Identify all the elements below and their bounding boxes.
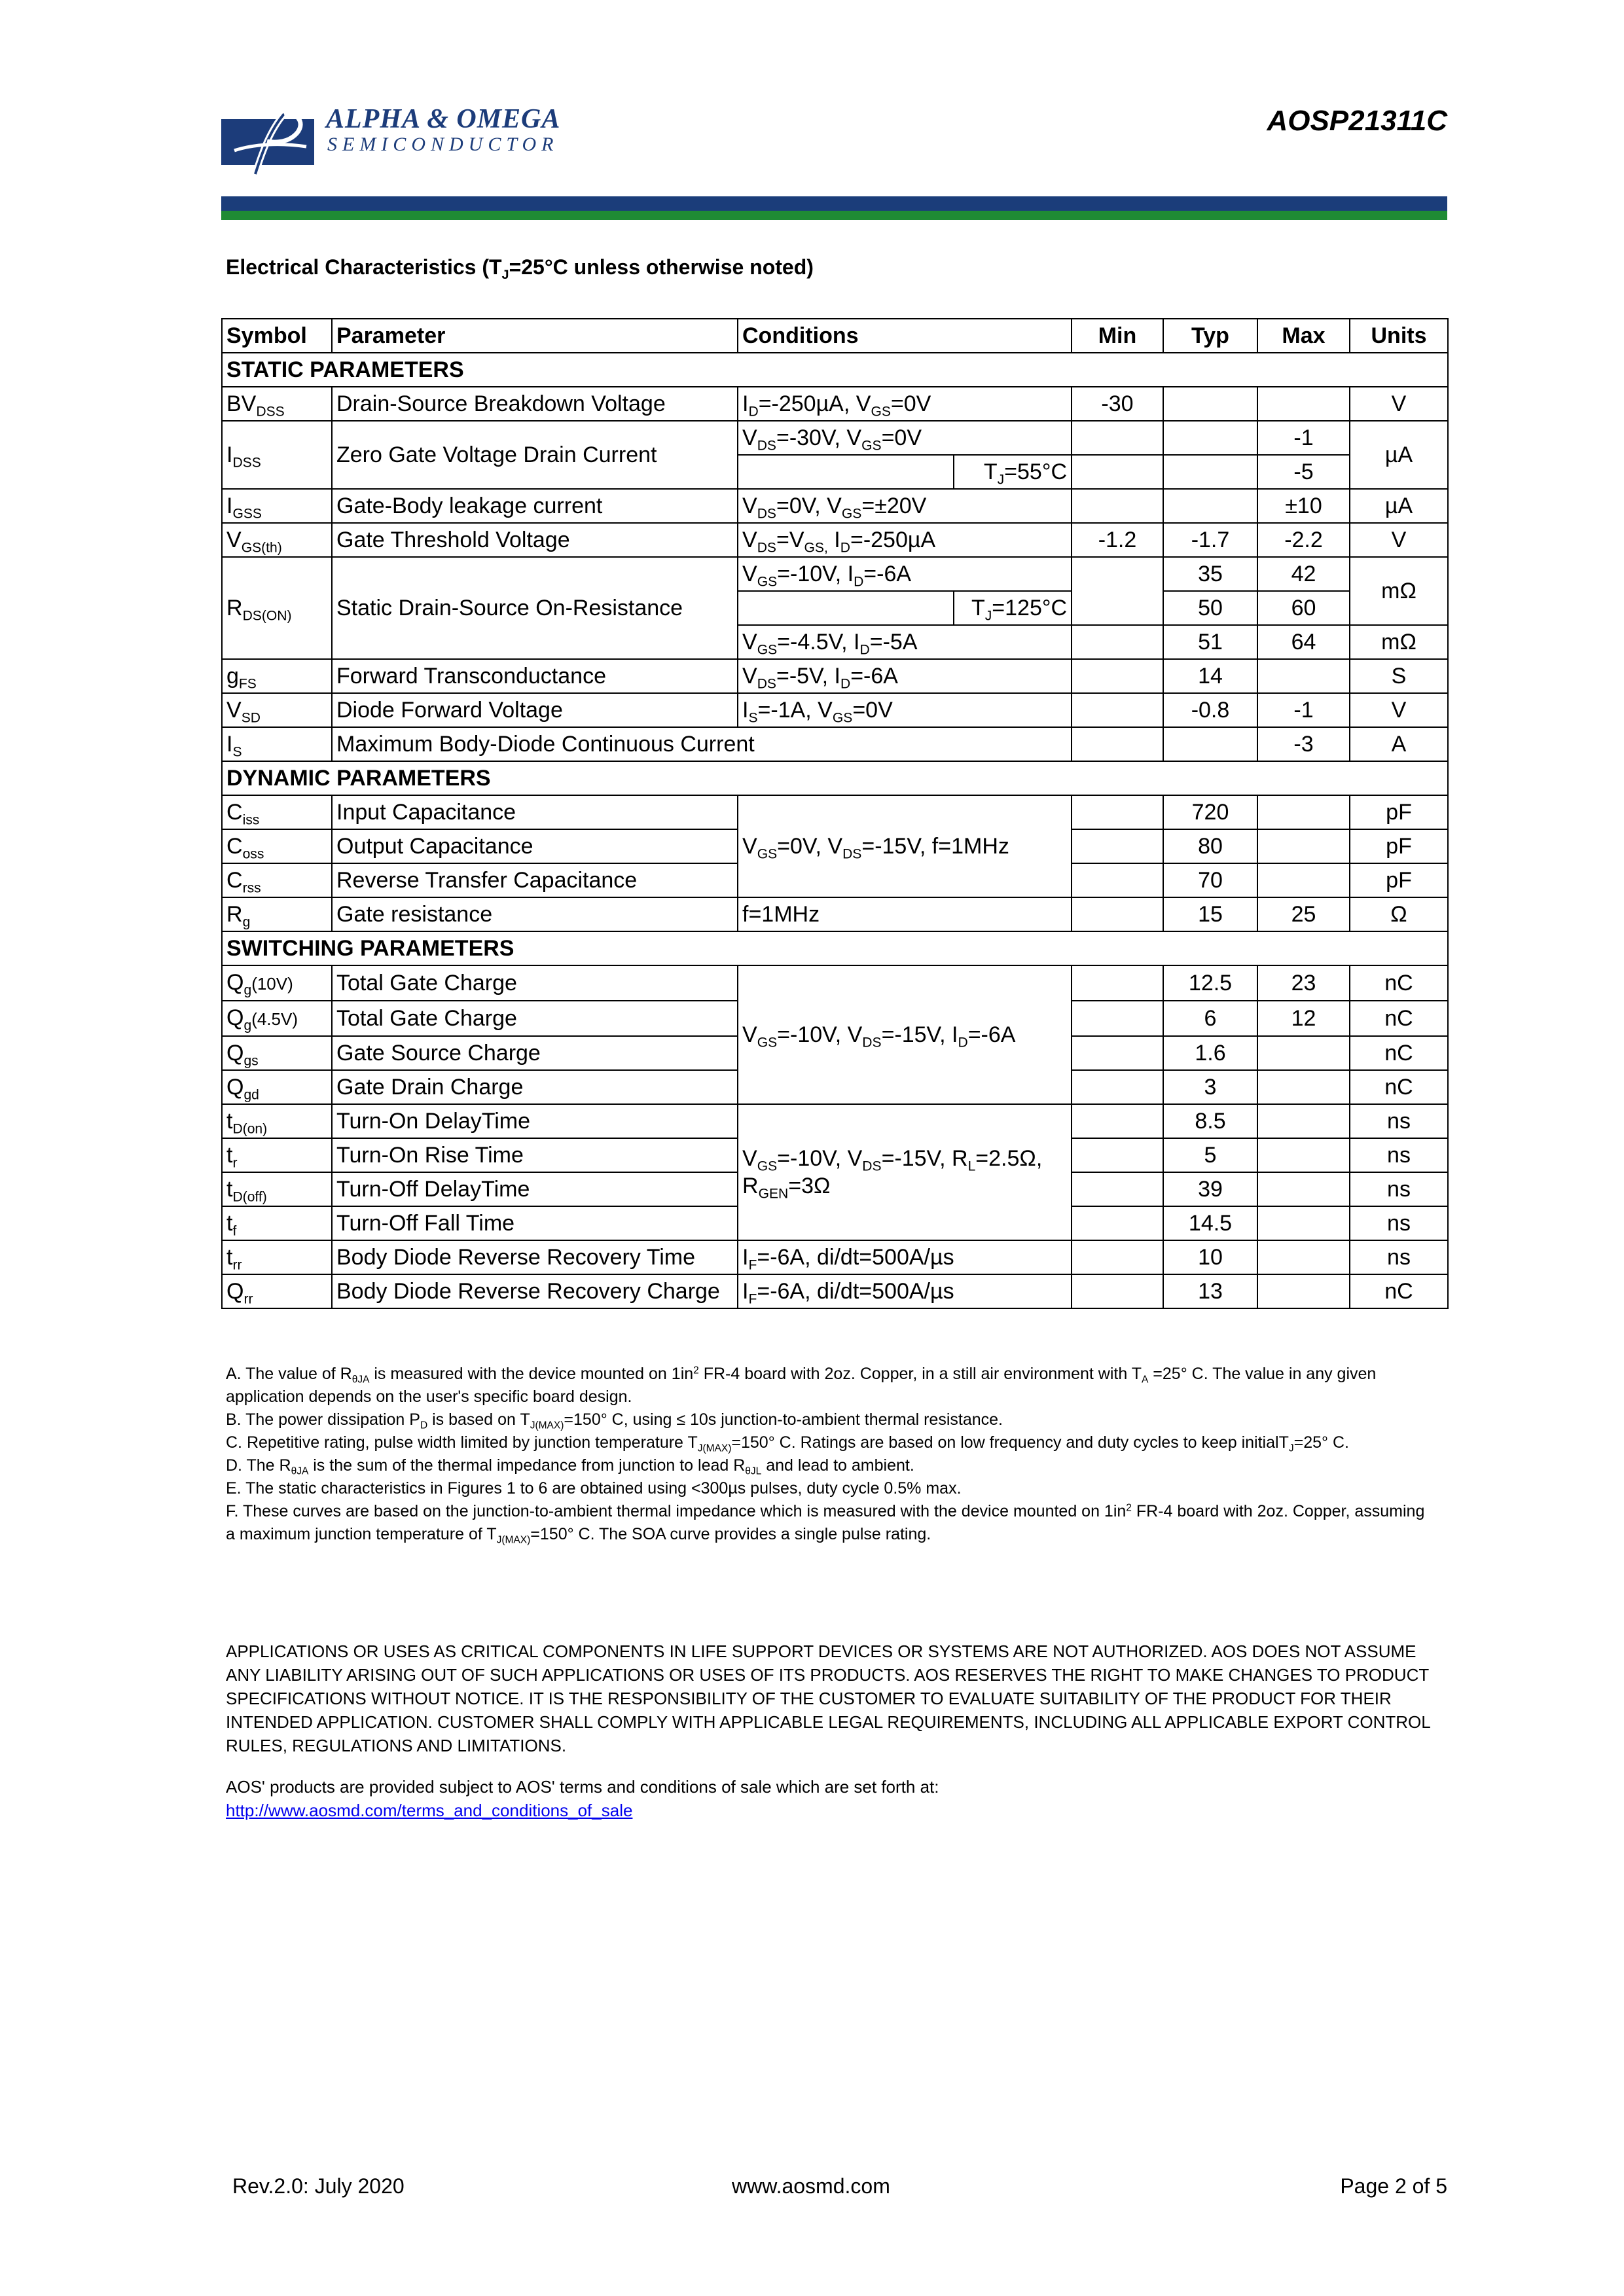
units-cell: pF [1350, 795, 1448, 829]
min-cell: -1.2 [1072, 523, 1163, 557]
typ-cell: 10 [1163, 1240, 1257, 1274]
units-cell: ns [1350, 1172, 1448, 1206]
units-cell: V [1350, 387, 1448, 421]
parameter-cell: Output Capacitance [332, 829, 738, 863]
max-cell: 64 [1257, 625, 1350, 659]
condition-cell: $V_{GS}=0V$, $V_{DS}=-15V$, f=1MHz [738, 795, 1072, 897]
max-cell: 12 [1257, 1001, 1350, 1036]
header-typ: Typ [1163, 319, 1257, 353]
typ-cell: 14.5 [1163, 1206, 1257, 1240]
min-cell [1072, 1172, 1163, 1206]
parameter-cell: Total Gate Charge [332, 1001, 738, 1036]
section-row [222, 931, 1448, 965]
max-cell [1257, 1138, 1350, 1172]
header-band-blue [221, 196, 1447, 211]
header-max: Max [1257, 319, 1350, 353]
typ-cell: 720 [1163, 795, 1257, 829]
footnote-b: B. The power dissipation $P_D$ is based on $T_{J(MAX)}=150^\circ$ C, using ≤ 10s junction-to-ambient thermal resistance. [226, 1410, 1003, 1431]
typ-cell: 6 [1163, 1001, 1257, 1036]
units-cell: V [1350, 523, 1448, 557]
min-cell [1072, 897, 1163, 931]
typ-cell: 70 [1163, 863, 1257, 897]
footnote-e: E. The static characteristics in Figures 1 to 6 are obtained using <300µs pulses, duty cycle 0.5% max. [226, 1479, 962, 1498]
header-symbol: Symbol [222, 319, 332, 353]
typ-cell [1163, 489, 1257, 523]
units-cell: nC [1350, 1070, 1448, 1104]
min-cell [1072, 727, 1163, 761]
header-conditions: Conditions [738, 319, 1072, 353]
terms-notice [226, 1775, 939, 1822]
footnote-a: A. The value of $R_{\theta JA}$ is measured with the device mounted on $1in^2$ FR-4 board with 2oz. Copper, in a still air environment with $T_A =25^\circ$ C. The value in any given application depends on the user's specific board design. [226, 1365, 1377, 1406]
condition-spacer-cell [738, 455, 954, 489]
min-cell [1072, 693, 1163, 727]
units-cell: nC [1350, 1001, 1448, 1036]
max-cell [1257, 1206, 1350, 1240]
min-cell [1072, 1104, 1163, 1138]
max-cell [1257, 1036, 1350, 1070]
min-cell [1072, 659, 1163, 693]
min-cell [1072, 1274, 1163, 1308]
max-cell [1257, 795, 1350, 829]
condition-cell: f=1MHz [738, 897, 1072, 931]
condition-spacer-cell [738, 591, 954, 625]
table-row [222, 489, 1448, 523]
footnote-d: D. The $R_{\theta JA}$ is the sum of the thermal impedance from junction to lead $R_{\theta JL}$ and lead to ambient. [226, 1456, 914, 1477]
table-row [222, 897, 1448, 931]
symbol-cell: $g_{FS}$ [222, 659, 332, 693]
min-cell [1072, 1240, 1163, 1274]
parameter-cell: Gate Threshold Voltage [332, 523, 738, 557]
parameter-cell: Drain-Source Breakdown Voltage [332, 387, 738, 421]
section-row [222, 761, 1448, 795]
typ-cell: 5 [1163, 1138, 1257, 1172]
table-row [222, 421, 1448, 455]
min-cell [1072, 829, 1163, 863]
section-static: STATIC PARAMETERS [222, 353, 1448, 387]
parameter-cell: Total Gate Charge [332, 965, 738, 1001]
company-logo [221, 103, 596, 181]
units-cell: µA [1350, 489, 1448, 523]
symbol-cell: $C_{rss}$ [222, 863, 332, 897]
terms-text: AOS' products are provided subject to AOS' terms and conditions of sale which are set forth at: [226, 1777, 939, 1797]
symbol-cell: $Q_g(4.5V)$ [222, 1001, 332, 1036]
footer-website: www.aosmd.com [732, 2174, 890, 2198]
condition-cell: $V_{DS}=0V$, $V_{GS}=\pm 20V$ [738, 489, 1072, 523]
aos-logo-icon [221, 107, 314, 177]
condition-cell: $T_J=125^\circ C$ [954, 591, 1072, 625]
symbol-cell: $R_{DS(ON)}$ [222, 557, 332, 659]
symbol-cell: $C_{oss}$ [222, 829, 332, 863]
parameter-cell: Gate-Body leakage current [332, 489, 738, 523]
symbol-cell: $C_{iss}$ [222, 795, 332, 829]
footer-page-number: Page 2 of 5 [1340, 2174, 1447, 2198]
typ-cell: 15 [1163, 897, 1257, 931]
header-units: Units [1350, 319, 1448, 353]
units-cell: nC [1350, 1274, 1448, 1308]
min-cell [1072, 1206, 1163, 1240]
typ-cell: 8.5 [1163, 1104, 1257, 1138]
header-min: Min [1072, 319, 1163, 353]
parameter-cell: Zero Gate Voltage Drain Current [332, 421, 738, 489]
max-cell: -2.2 [1257, 523, 1350, 557]
max-cell [1257, 1070, 1350, 1104]
units-cell: ns [1350, 1138, 1448, 1172]
typ-cell: -0.8 [1163, 693, 1257, 727]
typ-cell: 51 [1163, 625, 1257, 659]
symbol-cell: $Q_{gs}$ [222, 1036, 332, 1070]
max-cell [1257, 1240, 1350, 1274]
units-cell: µA [1350, 421, 1448, 489]
condition-cell: $T_J=55^\circ C$ [954, 455, 1072, 489]
section-title: Electrical Characteristics ($T_J=25^\circ C$ unless otherwise noted) [226, 255, 814, 282]
max-cell [1257, 1104, 1350, 1138]
typ-cell: 14 [1163, 659, 1257, 693]
symbol-cell: $I_S$ [222, 727, 332, 761]
typ-cell: 12.5 [1163, 965, 1257, 1001]
units-cell: pF [1350, 863, 1448, 897]
units-cell: Ω [1350, 897, 1448, 931]
condition-cell: $I_F=-6A$, di/dt=500A/µs [738, 1274, 1072, 1308]
max-cell: 42 [1257, 557, 1350, 591]
max-cell: -5 [1257, 455, 1350, 489]
units-cell: nC [1350, 965, 1448, 1001]
units-cell: ns [1350, 1240, 1448, 1274]
condition-cell: $V_{DS}=-5V$, $I_D=-6A$ [738, 659, 1072, 693]
table-row [222, 659, 1448, 693]
units-cell: A [1350, 727, 1448, 761]
parameter-cell: Gate Source Charge [332, 1036, 738, 1070]
typ-cell [1163, 455, 1257, 489]
parameter-cell: Body Diode Reverse Recovery Charge [332, 1274, 738, 1308]
parameter-cell: Maximum Body-Diode Continuous Current [332, 727, 1072, 761]
parameter-cell: Gate Drain Charge [332, 1070, 738, 1104]
typ-cell: 3 [1163, 1070, 1257, 1104]
symbol-cell: $V_{GS(th)}$ [222, 523, 332, 557]
condition-cell: $I_D=-250\mu A$, $V_{GS}=0V$ [738, 387, 1072, 421]
symbol-cell: $Q_{rr}$ [222, 1274, 332, 1308]
units-cell: ns [1350, 1104, 1448, 1138]
footer-revision: Rev.2.0: July 2020 [232, 2174, 405, 2198]
condition-cell: $I_S=-1A$, $V_{GS}=0V$ [738, 693, 1072, 727]
max-cell: ±10 [1257, 489, 1350, 523]
units-cell: mΩ [1350, 557, 1448, 625]
table-row [222, 727, 1448, 761]
brand-subtitle: SEMICONDUCTOR [327, 134, 559, 155]
terms-link[interactable]: http://www.aosmd.com/terms_and_conditions_of_sale [226, 1801, 633, 1820]
footnote-c: C. Repetitive rating, pulse width limited by junction temperature $T_{J(MAX)}=150^\circ$ C. Ratings are based on low frequency and duty cycles to keep initialT$_J$=25° C. [226, 1433, 1349, 1454]
typ-cell: 13 [1163, 1274, 1257, 1308]
typ-cell: 39 [1163, 1172, 1257, 1206]
min-cell [1072, 795, 1163, 829]
symbol-cell: $t_{D(off)}$ [222, 1172, 332, 1206]
legal-disclaimer: APPLICATIONS OR USES AS CRITICAL COMPONENTS IN LIFE SUPPORT DEVICES OR SYSTEMS ARE NOT AUTHORIZED. AOS DOES NOT ASSUME ANY LIABILITY ARISING OUT OF SUCH APPLICATIONS OR USES OF ITS PRODUCTS. AOS RESERVES THE RIGHT TO MAKE CHANGES TO PRODUCT SPECIFICATIONS WITHOUT NOTICE. IT IS THE RESPONSIBILITY OF THE CUSTOMER TO EVALUATE SUITABILITY OF THE PRODUCT FOR THEIR INTENDED APPLICATION. CUSTOMER SHALL COMPLY WITH APPLICABLE LEGAL REQUIREMENTS, INCLUDING ALL APPLICABLE EXPORT CONTROL RULES, REGULATIONS AND LIMITATIONS. [226, 1641, 1430, 1755]
condition-cell: $V_{GS}=-10V$, $V_{DS}=-15V$, $I_D=-6A$ [738, 965, 1072, 1104]
min-cell [1072, 1070, 1163, 1104]
typ-cell: 80 [1163, 829, 1257, 863]
min-cell: -30 [1072, 387, 1163, 421]
typ-cell: 35 [1163, 557, 1257, 591]
symbol-cell: $Q_{gd}$ [222, 1070, 332, 1104]
typ-cell: 1.6 [1163, 1036, 1257, 1070]
min-cell [1072, 557, 1163, 625]
max-cell: -3 [1257, 727, 1350, 761]
electrical-characteristics-table [221, 318, 1449, 1309]
units-cell: ns [1350, 1206, 1448, 1240]
condition-cell: $V_{DS}=V_{GS,}$ $I_D=-250\mu A$ [738, 523, 1072, 557]
parameter-cell: Turn-On Rise Time [332, 1138, 738, 1172]
min-cell [1072, 455, 1163, 489]
typ-cell: 50 [1163, 591, 1257, 625]
table-row [222, 693, 1448, 727]
symbol-cell: $R_g$ [222, 897, 332, 931]
symbol-cell: $t_{rr}$ [222, 1240, 332, 1274]
max-cell [1257, 1172, 1350, 1206]
max-cell [1257, 387, 1350, 421]
min-cell [1072, 625, 1163, 659]
parameter-cell: Forward Transconductance [332, 659, 738, 693]
table-row [222, 523, 1448, 557]
max-cell: -1 [1257, 421, 1350, 455]
min-cell [1072, 965, 1163, 1001]
units-cell: V [1350, 693, 1448, 727]
typ-cell [1163, 727, 1257, 761]
units-cell: mΩ [1350, 625, 1448, 659]
max-cell [1257, 829, 1350, 863]
max-cell: 23 [1257, 965, 1350, 1001]
table-row [222, 387, 1448, 421]
min-cell [1072, 489, 1163, 523]
part-number: AOSP21311C [1267, 105, 1447, 137]
table-row [222, 1240, 1448, 1274]
max-cell [1257, 659, 1350, 693]
condition-cell: $V_{GS}=-10V$, $I_D=-6A$ [738, 557, 1072, 591]
typ-cell [1163, 387, 1257, 421]
units-cell: pF [1350, 829, 1448, 863]
table-header-row [222, 319, 1448, 353]
units-cell: S [1350, 659, 1448, 693]
symbol-cell: $I_{GSS}$ [222, 489, 332, 523]
symbol-cell: $t_f$ [222, 1206, 332, 1240]
symbol-cell: $BV_{DSS}$ [222, 387, 332, 421]
min-cell [1072, 421, 1163, 455]
max-cell: -1 [1257, 693, 1350, 727]
brand-name: ALPHA & OMEGA [326, 104, 561, 134]
parameter-cell: Gate resistance [332, 897, 738, 931]
parameter-cell: Static Drain-Source On-Resistance [332, 557, 738, 659]
max-cell: 60 [1257, 591, 1350, 625]
max-cell [1257, 1274, 1350, 1308]
parameter-cell: Diode Forward Voltage [332, 693, 738, 727]
header-parameter: Parameter [332, 319, 738, 353]
symbol-cell: $V_{SD}$ [222, 693, 332, 727]
table-row [222, 965, 1448, 1001]
footnote-f: F. These curves are based on the junction-to-ambient thermal impedance which is measured with the device mounted on $1in^2$ FR-4 board with 2oz. Copper, assuming a maximum junction temperature of $T_{J(MAX)}=150^\circ$ C. The SOA curve provides a single pulse rating. [226, 1502, 1425, 1546]
units-cell: nC [1350, 1036, 1448, 1070]
parameter-cell: Turn-Off DelayTime [332, 1172, 738, 1206]
footnotes [226, 1363, 1430, 1546]
symbol-cell: $t_r$ [222, 1138, 332, 1172]
condition-cell: $V_{GS}=-10V$, $V_{DS}=-15V$, $R_L=2.5\Omega$, $R_{GEN}=3\Omega$ [738, 1104, 1072, 1240]
parameter-cell: Input Capacitance [332, 795, 738, 829]
table-row [222, 1274, 1448, 1308]
symbol-cell: $Q_g(10V)$ [222, 965, 332, 1001]
min-cell [1072, 1001, 1163, 1036]
condition-cell: $V_{GS}=-4.5V$, $I_D=-5A$ [738, 625, 1072, 659]
table-row [222, 795, 1448, 829]
table-row [222, 1104, 1448, 1138]
max-cell: 25 [1257, 897, 1350, 931]
header-band-green [221, 211, 1447, 220]
parameter-cell: Turn-Off Fall Time [332, 1206, 738, 1240]
condition-cell: $I_F=-6A$, di/dt=500A/µs [738, 1240, 1072, 1274]
symbol-cell: $t_{D(on)}$ [222, 1104, 332, 1138]
table-row [222, 557, 1448, 591]
condition-cell: $V_{DS}=-30V$, $V_{GS}=0V$ [738, 421, 1072, 455]
min-cell [1072, 1036, 1163, 1070]
max-cell [1257, 863, 1350, 897]
min-cell [1072, 863, 1163, 897]
parameter-cell: Body Diode Reverse Recovery Time [332, 1240, 738, 1274]
min-cell [1072, 1138, 1163, 1172]
typ-cell [1163, 421, 1257, 455]
parameter-cell: Reverse Transfer Capacitance [332, 863, 738, 897]
section-switching: SWITCHING PARAMETERS [222, 931, 1448, 965]
typ-cell: -1.7 [1163, 523, 1257, 557]
symbol-cell: $I_{DSS}$ [222, 421, 332, 489]
parameter-cell: Turn-On DelayTime [332, 1104, 738, 1138]
section-row [222, 353, 1448, 387]
section-dynamic: DYNAMIC PARAMETERS [222, 761, 1448, 795]
